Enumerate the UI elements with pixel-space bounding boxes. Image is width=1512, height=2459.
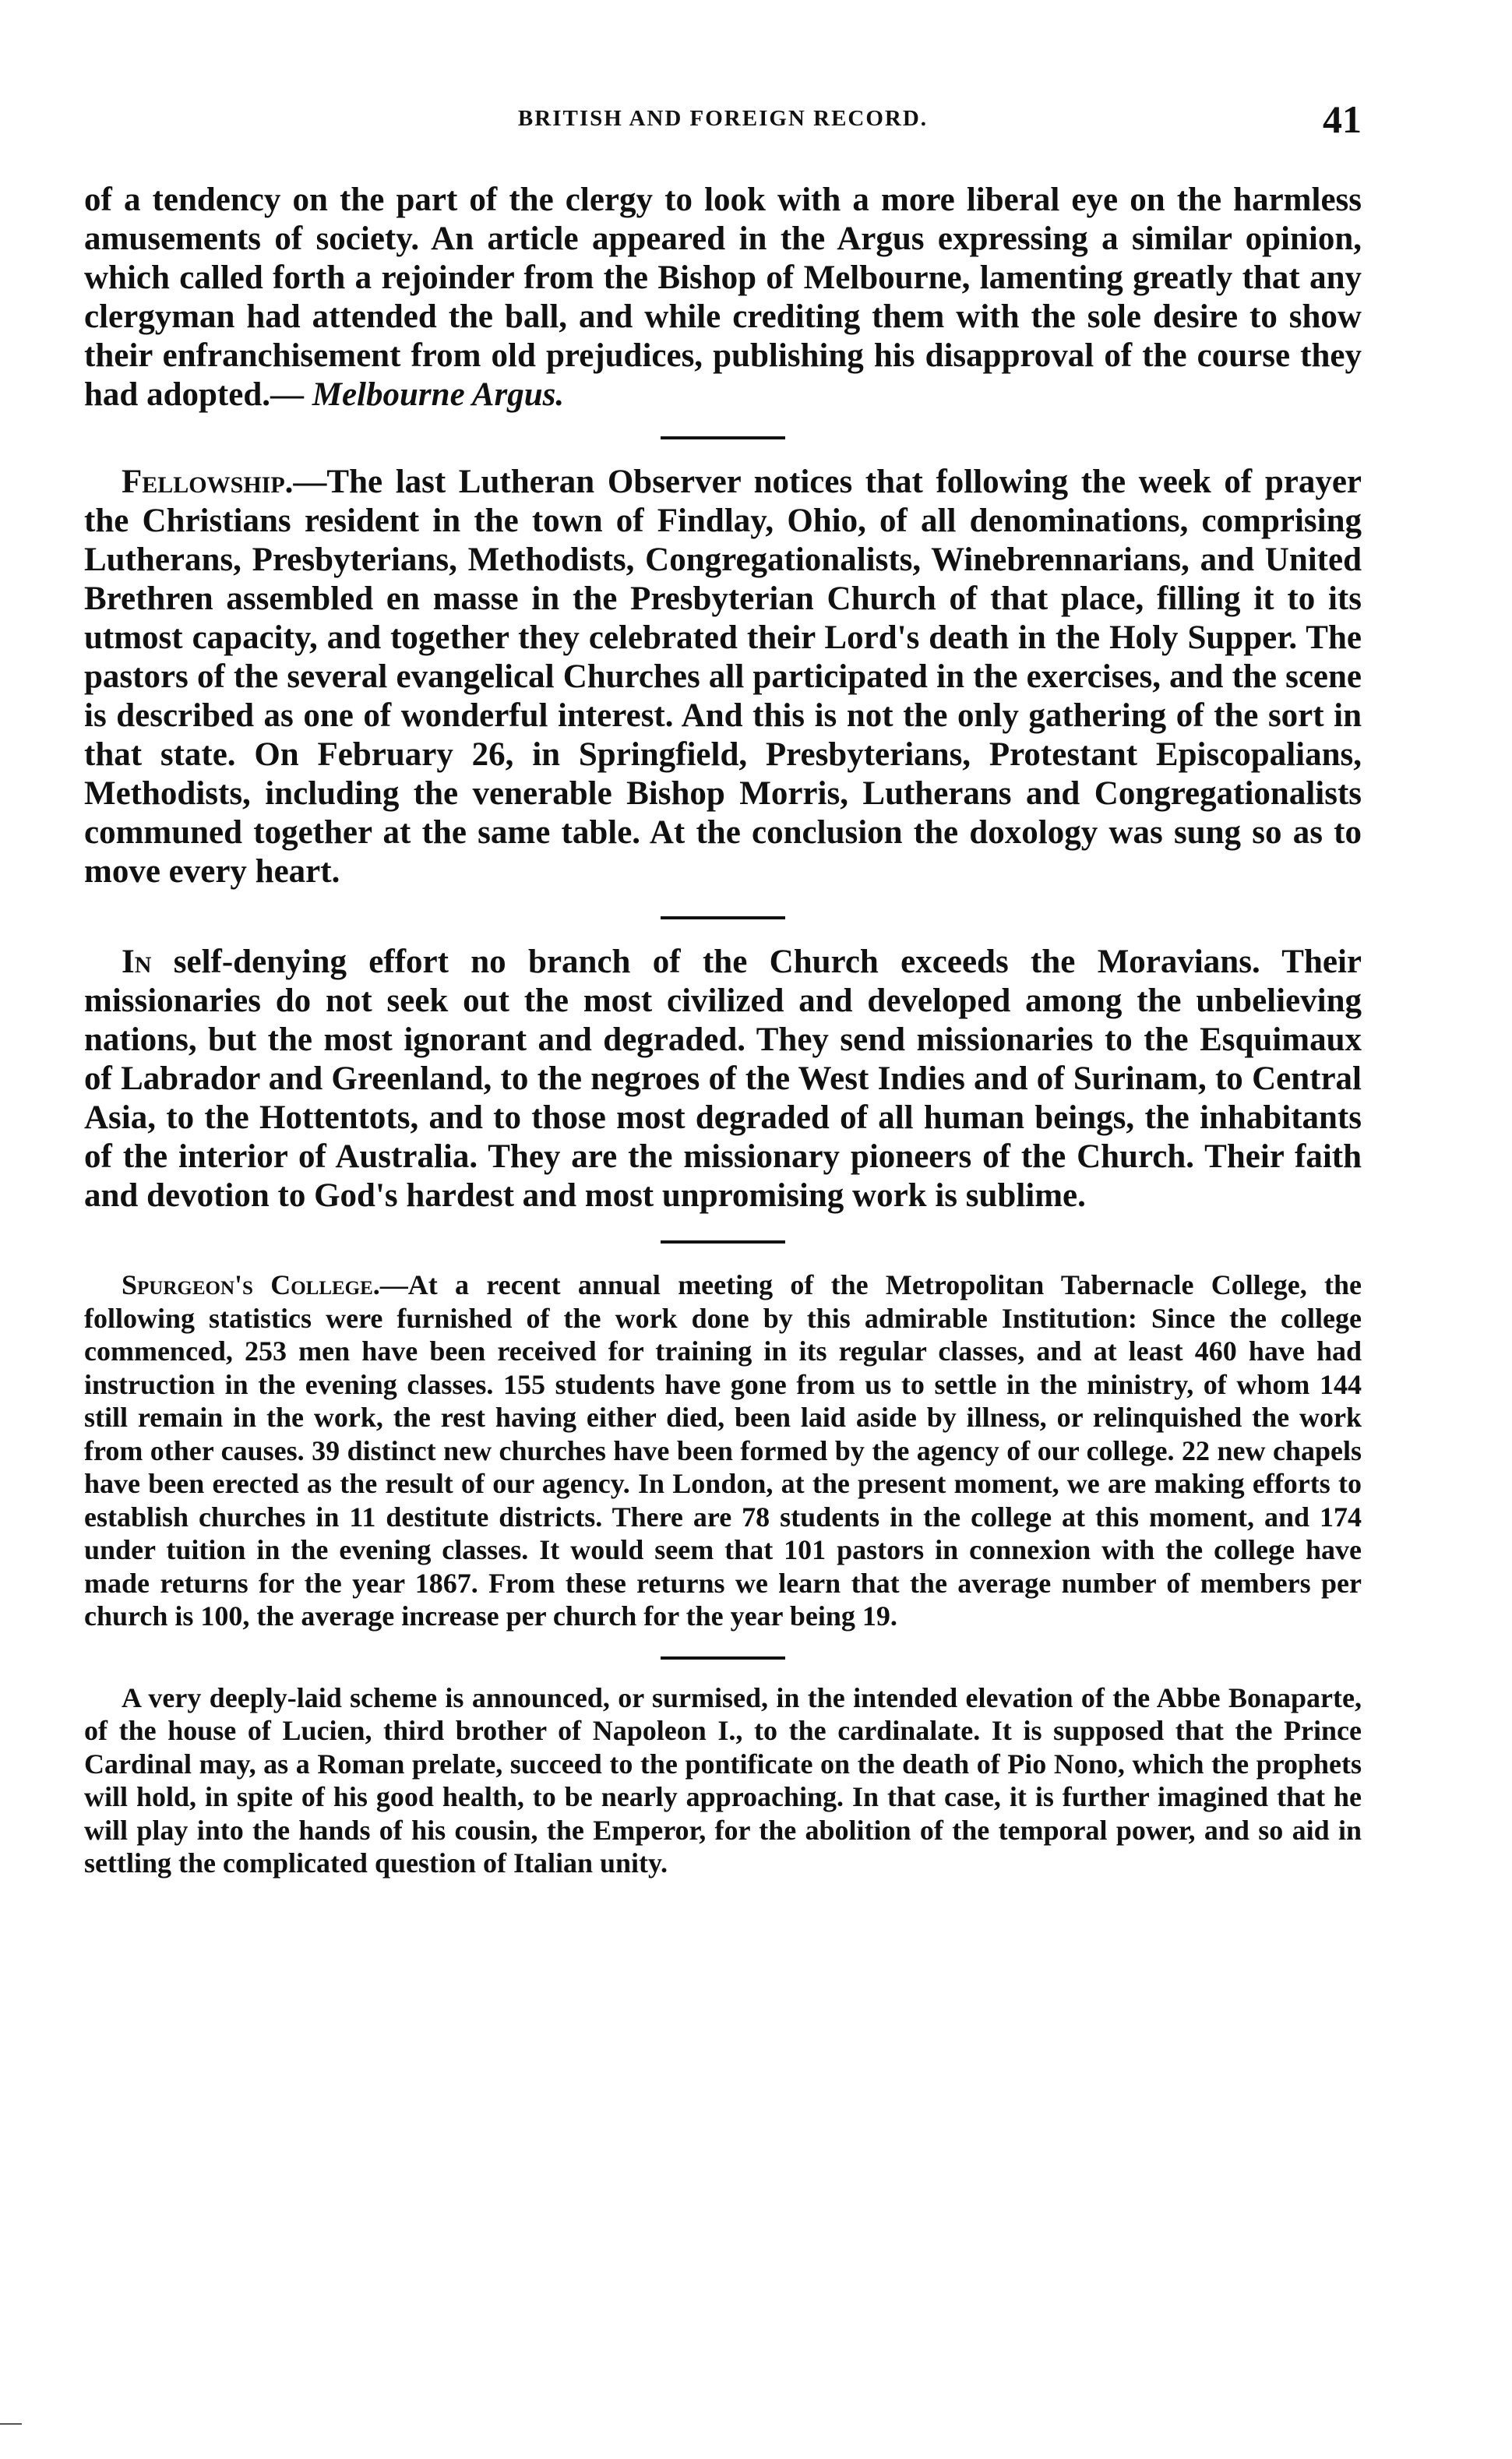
section-divider bbox=[661, 436, 785, 439]
paragraph-fellowship-heading: Fellowship. bbox=[122, 464, 294, 500]
paragraph-abbe-bonaparte bbox=[84, 1681, 1362, 1880]
paragraph-fellowship bbox=[84, 463, 1362, 891]
scan-edge-mark bbox=[0, 2423, 22, 2425]
paragraph-argus bbox=[84, 181, 1362, 415]
section-divider bbox=[661, 1656, 785, 1660]
paragraph-moravians bbox=[84, 943, 1362, 1215]
paragraph-moravians-text: self-denying effort no branch of the Church exceeds the Moravians. Their missionaries do not seek out the most civilized and developed among the unbelieving nations, but the most ignorant and degraded. They send missionaries to the Esquimaux of Labrador and Greenland, to the negroes of the West Indies and of Surinam, to Central Asia, to the Hottentots, and to those most degraded of all human beings, the inhabitants of the interior of Australia. They are the missionary pioneers of the Church. Their faith and devotion to God's hardest and most unpromising work is sublime. bbox=[84, 944, 1362, 1214]
page-number: 41 bbox=[1323, 97, 1362, 141]
paragraph-argus-text: of a tendency on the part of the clergy to look with a more liberal eye on the harmless amusements of society. An article appeared in the Argus expressing a similar opinion, which called forth a rejoinder from the Bishop of Melbourne, lamenting greatly that any clergyman had attended the ball, and while crediting them with the sole desire to show their enfranchisement from old prejudices, publishing his disapproval of the course they had adopted.— bbox=[84, 182, 1362, 413]
text-column bbox=[84, 181, 1362, 1880]
source-citation: Melbourne Argus. bbox=[312, 376, 565, 413]
running-head bbox=[84, 97, 1362, 146]
paragraph-spurgeons-college bbox=[84, 1268, 1362, 1633]
paragraph-fellowship-text: —The last Lutheran Observer notices that following the week of prayer the Christians resident in the town of Findlay, Ohio, of all denominations, comprising Lutherans, Presbyterians, Methodists, Congregationalists, Winebrennarians, and United Brethren assembled en masse in the Presbyterian Church of that place, filling it to its utmost capacity, and together they celebrated their Lord's death in the Holy Supper. The pastors of the several evangelical Churches all participated in the exercises, and the scene is described as one of wonderful interest. And this is not the only gathering of the sort in that state. On February 26, in Springfield, Presbyterians, Protestant Episcopalians, Methodists, including the venerable Bishop Morris, Lutherans and Congregationalists communed together at the same table. At the conclusion the doxology was sung so as to move every heart. bbox=[84, 464, 1362, 890]
running-title: BRITISH AND FOREIGN RECORD. bbox=[517, 106, 929, 131]
section-divider bbox=[661, 916, 785, 919]
paragraph-moravians-lead: In bbox=[122, 944, 152, 980]
paragraph-spurgeons-college-heading: Spurgeon's College. bbox=[122, 1269, 380, 1300]
section-divider bbox=[661, 1240, 785, 1244]
paragraph-spurgeons-college-text: —At a recent annual meeting of the Metropolitan Tabernacle College, the following statistics were furnished of the work done by this admirable Institution: Since the college commenced, 253 men have been received for training in its regular classes, and at least 460 have had instruction in the evening classes. 155 students have gone from us to settle in the ministry, of whom 144 still remain in the work, the rest having either died, been laid aside by illness, or relinquished the work from other causes. 39 distinct new churches have been formed by the agency of our college. 22 new chapels have been erected as the result of our agency. In London, at the present moment, we are making efforts to establish churches in 11 destitute districts. There are 78 students in the college at this moment, and 174 under tuition in the evening classes. It would seem that 101 pastors in connexion with the college have made returns for the year 1867. From these returns we learn that the average number of members per church is 100, the average increase per church for the year being 19. bbox=[84, 1269, 1362, 1632]
paragraph-abbe-bonaparte-text: A very deeply-laid scheme is announced, or surmised, in the intended elevation of the Abbe Bonaparte, of the house of Lucien, third brother of Napoleon I., to the cardinalate. It is supposed that the Prince Cardinal may, as a Roman prelate, succeed to the pontificate on the death of Pio Nono, which the prophets will hold, in spite of his good health, to be nearly approaching. In that case, it is further imagined that he will play into the hands of his cousin, the Emperor, for the abolition of the temporal power, and so aid in settling the complicated question of Italian unity. bbox=[84, 1681, 1362, 1879]
